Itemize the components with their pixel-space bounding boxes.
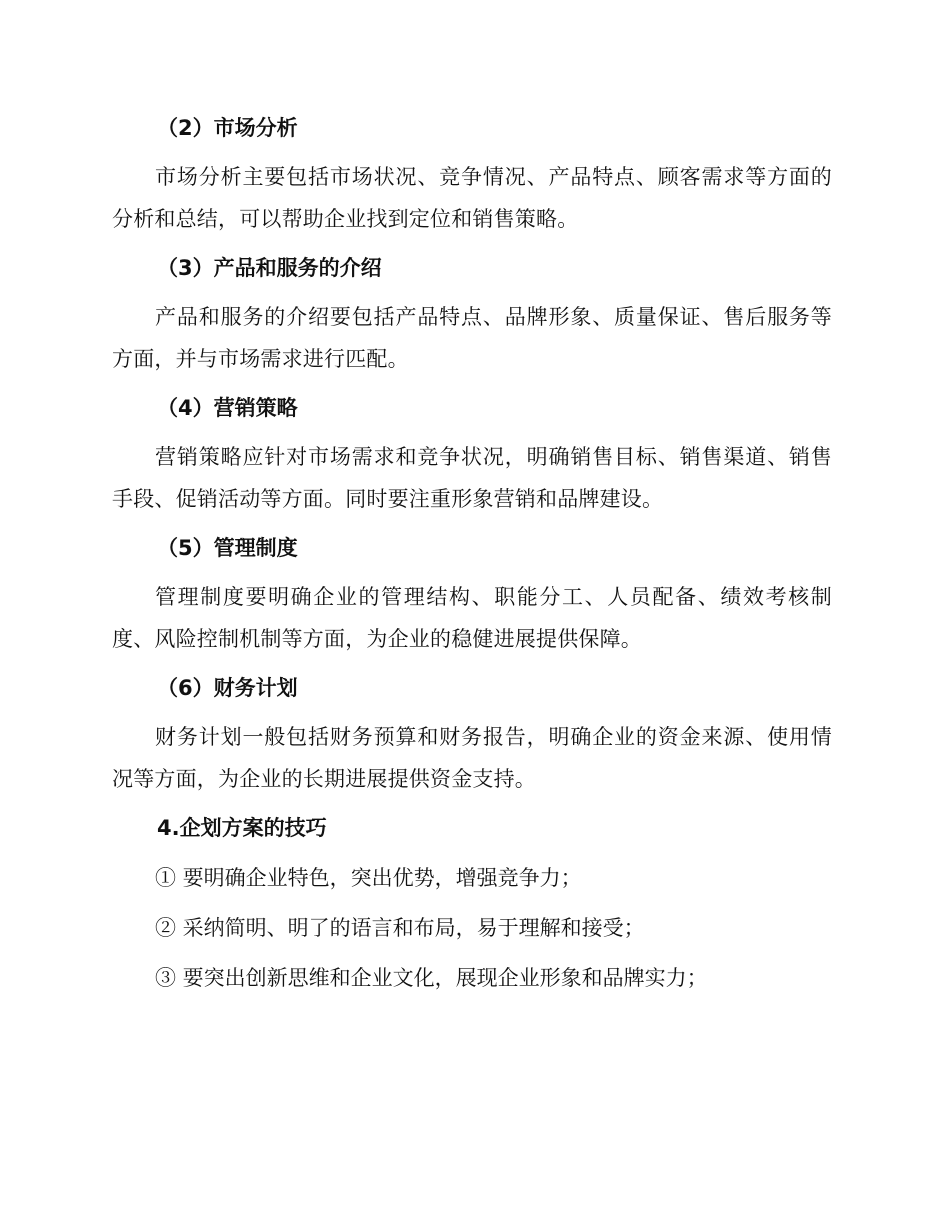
tips-list-item: ① 要明确企业特色，突出优势，增强竞争力； (155, 866, 582, 890)
section-paragraph: 营销策略应针对市场需求和竞争状况，明确销售目标、销售渠道、销售手段、促销活动等方面。同时要注重形象营销和品牌建设。 (112, 445, 832, 511)
section-paragraph: 财务计划一般包括财务预算和财务报告，明确企业的资金来源、使用情况等方面，为企业的长期进展提供资金支持。 (112, 725, 832, 791)
section-heading: （6）财务计划 (157, 676, 298, 700)
section-tips (112, 806, 832, 1000)
section-management-system (112, 526, 832, 660)
section-heading: （3）产品和服务的介绍 (157, 256, 382, 280)
tips-title: 4.企划方案的技巧 (157, 816, 327, 840)
section-paragraph: 市场分析主要包括市场状况、竞争情况、产品特点、顾客需求等方面的分析和总结，可以帮助企业找到定位和销售策略。 (112, 165, 832, 231)
section-heading: （4）营销策略 (157, 396, 298, 420)
section-financial-plan (112, 666, 832, 800)
tips-list-item: ③ 要突出创新思维和企业文化，展现企业形象和品牌实力； (155, 966, 708, 990)
section-market-analysis (112, 106, 832, 240)
section-heading: （5）管理制度 (157, 536, 298, 560)
section-paragraph: 管理制度要明确企业的管理结构、职能分工、人员配备、绩效考核制度、风险控制机制等方面，为企业的稳健进展提供保障。 (112, 585, 832, 651)
section-paragraph: 产品和服务的介绍要包括产品特点、品牌形象、质量保证、售后服务等方面，并与市场需求进行匹配。 (112, 305, 832, 371)
section-product-service (112, 246, 832, 380)
section-marketing-strategy (112, 386, 832, 520)
tips-list-item: ② 采纳简明、明了的语言和布局，易于理解和接受； (155, 916, 645, 940)
document-content (112, 106, 832, 1006)
section-heading: （2）市场分析 (157, 116, 298, 140)
